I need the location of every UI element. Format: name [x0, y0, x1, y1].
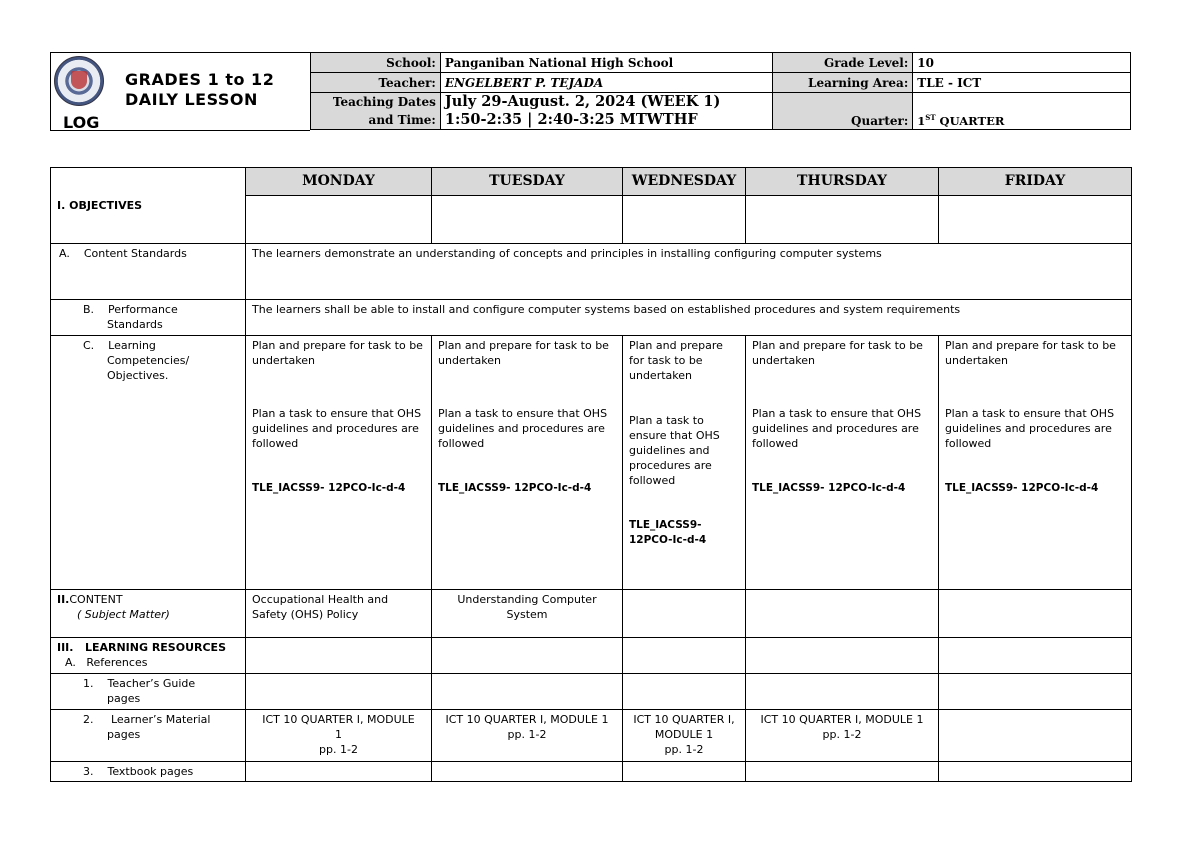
lm-module-number: 1	[335, 728, 342, 741]
content-monday: Occupational Health and Safety (OHS) Policy	[246, 590, 432, 638]
content-friday	[939, 590, 1132, 638]
school-label: School:	[311, 53, 441, 73]
content-word: CONTENT	[69, 593, 123, 606]
lm-pages: pp. 1-2	[664, 743, 704, 756]
competency-plan-prepare: Plan and prepare for task to be undertaken	[252, 339, 423, 367]
competency-plan-ohs: Plan a task to ensure that OHS guidelines and procedures are followed	[945, 407, 1115, 450]
tb-wednesday	[623, 762, 746, 782]
competency-plan-prepare: Plan and prepare for task to be undertaken	[752, 339, 923, 367]
header-info-table	[310, 52, 1131, 130]
content-standards-text: The learners demonstrate an understanding of concepts and principles in installing configuring computer systems	[246, 244, 1132, 300]
competency-code: TLE_IACSS9- 12PCO-Ic-d-4	[945, 482, 1099, 494]
performance-standards-text: The learners shall be able to install and configure computer systems based on established procedures and system requirements	[246, 300, 1132, 336]
objectives-thursday	[746, 196, 939, 244]
teaching-dates-label	[311, 93, 441, 130]
grade-level-value: 10	[913, 53, 1131, 73]
tg-thursday	[746, 674, 939, 710]
lm-label-1: 2. Learner’s Material	[83, 713, 211, 726]
school-value: Panganiban National High School	[440, 53, 773, 73]
objectives-wednesday	[623, 196, 746, 244]
deped-seal-logo	[54, 56, 104, 106]
resources-monday	[246, 638, 432, 674]
learning-competencies-label	[51, 336, 246, 590]
competency-code: TLE_IACSS9- 12PCO-Ic-d-4	[752, 482, 906, 494]
lm-tuesday	[432, 710, 623, 762]
tb-thursday	[746, 762, 939, 782]
tg-label-1: 1. Teacher’s Guide	[83, 677, 196, 690]
competency-code: TLE_IACSS9- 12PCO-Ic-d-4	[629, 519, 707, 546]
textbook-pages-label: 3. Textbook pages	[51, 762, 246, 782]
teaching-dates-label-1: Teaching Dates	[332, 95, 436, 109]
objectives-tuesday	[432, 196, 623, 244]
lm-thursday	[746, 710, 939, 762]
teaching-dates-value	[440, 93, 773, 130]
objectives-friday	[939, 196, 1132, 244]
lm-module: ICT 10 QUARTER I, MODULE 1	[760, 713, 924, 726]
competencies-thursday	[746, 336, 939, 590]
resources-tuesday	[432, 638, 623, 674]
tg-wednesday	[623, 674, 746, 710]
competencies-label-1: C. Learning	[83, 339, 156, 352]
objectives-monday	[246, 196, 432, 244]
quarter-value	[913, 93, 1131, 130]
content-wednesday	[623, 590, 746, 638]
performance-label-1: B. Performance	[83, 303, 178, 316]
lesson-log-table	[50, 167, 1132, 782]
title-line-2: DAILY LESSON	[125, 90, 258, 109]
lm-wednesday	[623, 710, 746, 762]
resources-thursday	[746, 638, 939, 674]
competencies-monday	[246, 336, 432, 590]
lm-module: ICT 10 QUARTER I, MODULE	[262, 713, 415, 726]
tg-tuesday	[432, 674, 623, 710]
day-header-friday: FRIDAY	[939, 168, 1132, 196]
resources-wednesday	[623, 638, 746, 674]
competencies-label-3: Objectives.	[107, 369, 169, 382]
grade-level-label: Grade Level:	[773, 53, 913, 73]
day-header-tuesday: TUESDAY	[432, 168, 623, 196]
competency-code: TLE_IACSS9- 12PCO-Ic-d-4	[438, 482, 592, 494]
header-title-block	[50, 52, 310, 131]
tg-friday	[939, 674, 1132, 710]
objectives-label: I. OBJECTIVES	[51, 168, 246, 244]
day-header-monday: MONDAY	[246, 168, 432, 196]
performance-standards-label	[51, 300, 246, 336]
title-line-3: LOG	[63, 113, 100, 132]
competencies-label-2: Competencies/	[107, 354, 190, 367]
competencies-wednesday	[623, 336, 746, 590]
competency-plan-ohs: Plan a task to ensure that OHS guidelines and procedures are followed	[752, 407, 922, 450]
teachers-guide-label	[51, 674, 246, 710]
lm-label-2: pages	[107, 728, 141, 741]
content-standards-label: A. Content Standards	[51, 244, 246, 300]
quarter-label: Quarter:	[773, 93, 913, 130]
learners-material-label	[51, 710, 246, 762]
quarter-number: 1	[917, 114, 926, 128]
competency-plan-ohs: Plan a task to ensure that OHS guidelines and procedures are followed	[438, 407, 608, 450]
teaching-dates-line-2: 1:50-2:35 | 2:40-3:25 MTWTHF	[444, 111, 698, 128]
lm-module-number: MODULE 1	[654, 728, 714, 741]
tb-monday	[246, 762, 432, 782]
learning-area-label: Learning Area:	[773, 73, 913, 93]
lm-module: ICT 10 QUARTER I, MODULE 1	[445, 713, 609, 726]
day-header-wednesday: WEDNESDAY	[623, 168, 746, 196]
day-header-thursday: THURSDAY	[746, 168, 939, 196]
lm-pages: pp. 1-2	[507, 728, 547, 741]
learning-area-value: TLE - ICT	[913, 73, 1131, 93]
learning-resources-label	[51, 638, 246, 674]
lm-pages: pp. 1-2	[822, 728, 862, 741]
title-line-1: GRADES 1 to 12	[125, 70, 275, 89]
header-title	[125, 70, 305, 110]
competency-plan-ohs: Plan a task to ensure that OHS guidelines and procedures are followed	[252, 407, 422, 450]
teaching-dates-label-2: and Time:	[368, 113, 436, 127]
competency-plan-prepare: Plan and prepare for task to be undertaken	[629, 339, 723, 382]
tb-tuesday	[432, 762, 623, 782]
resources-friday	[939, 638, 1132, 674]
competency-plan-prepare: Plan and prepare for task to be undertaken	[945, 339, 1116, 367]
quarter-superscript: ST	[925, 113, 936, 123]
dll-header	[50, 52, 1131, 131]
competency-plan-prepare: Plan and prepare for task to be undertaken	[438, 339, 609, 367]
resources-heading: III. LEARNING RESOURCES	[57, 641, 226, 654]
content-roman: II.	[57, 593, 70, 606]
tb-friday	[939, 762, 1132, 782]
content-thursday	[746, 590, 939, 638]
content-tuesday: Understanding Computer System	[432, 590, 623, 638]
content-label	[51, 590, 246, 638]
competencies-tuesday	[432, 336, 623, 590]
teaching-dates-line-1: July 29-August. 2, 2024 (WEEK 1)	[444, 93, 721, 110]
lm-monday	[246, 710, 432, 762]
references-label: A. References	[65, 656, 148, 669]
tg-label-2: pages	[107, 692, 141, 705]
teacher-label: Teacher:	[311, 73, 441, 93]
lm-friday	[939, 710, 1132, 762]
performance-label-2: Standards	[107, 318, 163, 331]
tg-monday	[246, 674, 432, 710]
lm-pages: pp. 1-2	[319, 743, 358, 756]
competencies-friday	[939, 336, 1132, 590]
competency-plan-ohs: Plan a task to ensure that OHS guidelines and procedures are followed	[629, 414, 720, 487]
subject-matter-label: ( Subject Matter)	[77, 608, 170, 621]
quarter-text: QUARTER	[935, 114, 1005, 128]
competency-code: TLE_IACSS9- 12PCO-Ic-d-4	[252, 482, 406, 494]
lm-module: ICT 10 QUARTER I,	[633, 713, 735, 726]
teacher-value: ENGELBERT P. TEJADA	[440, 73, 773, 93]
